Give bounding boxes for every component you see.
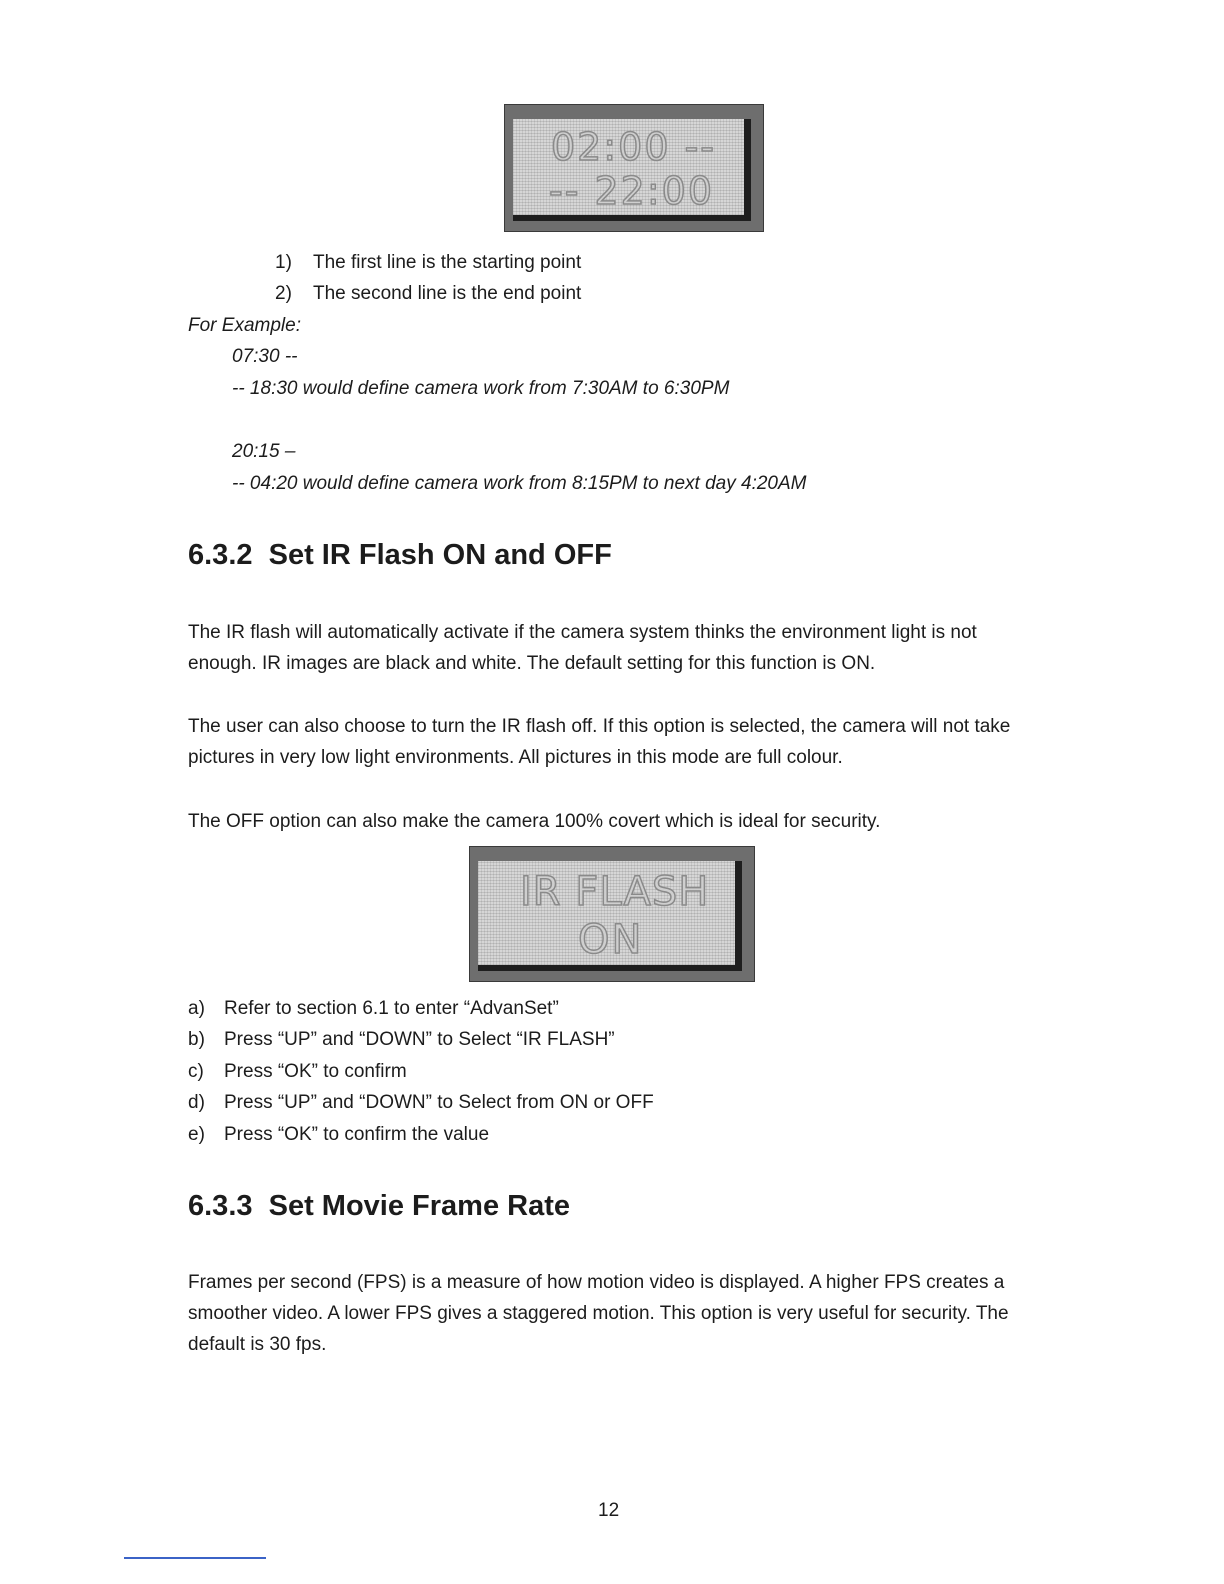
paragraph-line: default is 30 fps. [188, 1334, 327, 1355]
lcd-ir-flash-display [469, 846, 755, 982]
step-text: Press “UP” and “DOWN” to Select “IR FLASH” [224, 1029, 615, 1050]
example-2-line-2: -- 04:20 would define camera work from 8:15PM to next day 4:20AM [232, 473, 807, 494]
step-item [188, 1124, 490, 1146]
step-marker: e) [188, 1124, 205, 1145]
example-label: For Example: [188, 315, 301, 336]
step-item [188, 1092, 654, 1114]
step-item [188, 1061, 407, 1083]
step-marker: b) [188, 1029, 205, 1050]
paragraph-line: The IR flash will automatically activate if the camera system thinks the environment light is not [188, 622, 977, 643]
lcd-time-line1: 02:00 -- [551, 125, 717, 169]
list-marker: 1) [275, 252, 292, 273]
section-632-paragraph-2 [188, 711, 1048, 773]
time-list-item-2 [275, 283, 582, 305]
time-list-item-1 [275, 252, 582, 274]
list-text: The first line is the starting point [313, 252, 582, 273]
list-text: The second line is the end point [313, 283, 582, 304]
paragraph-line: Frames per second (FPS) is a measure of how motion video is displayed. A higher FPS creates a [188, 1272, 1005, 1293]
step-item [188, 998, 559, 1020]
section-632-heading: 6.3.2 Set IR Flash ON and OFF [188, 539, 612, 571]
lcd-time-line2: -- 22:00 [549, 169, 715, 213]
step-text: Press “OK” to confirm [224, 1061, 407, 1082]
section-633-paragraph-1 [188, 1267, 1048, 1360]
example-1-line-2: -- 18:30 would define camera work from 7:30AM to 6:30PM [232, 378, 730, 399]
step-marker: c) [188, 1061, 204, 1082]
paragraph-line: The OFF option can also make the camera 100% covert which is ideal for security. [188, 811, 881, 832]
bottom-rule [124, 1557, 266, 1559]
step-item [188, 1029, 615, 1051]
lcd-ir-flash-screen [478, 861, 742, 971]
section-632-paragraph-1 [188, 617, 1048, 679]
example-2-line-1: 20:15 – [232, 441, 296, 462]
lcd-time-screen [513, 119, 751, 221]
lcd-time-display [504, 104, 764, 232]
step-text: Press “UP” and “DOWN” to Select from ON or OFF [224, 1092, 654, 1113]
lcd-ir-flash-line1: IR FLASH [520, 869, 710, 915]
section-632-paragraph-3 [188, 806, 1048, 837]
lcd-ir-flash-line2: ON [578, 917, 644, 963]
list-marker: 2) [275, 283, 292, 304]
paragraph-line: The user can also choose to turn the IR flash off. If this option is selected, the camera will not take [188, 716, 1011, 737]
paragraph-line: pictures in very low light environments. All pictures in this mode are full colour. [188, 747, 843, 768]
step-marker: d) [188, 1092, 205, 1113]
step-marker: a) [188, 998, 205, 1019]
step-text: Press “OK” to confirm the value [224, 1124, 490, 1145]
section-633-heading: 6.3.3 Set Movie Frame Rate [188, 1190, 570, 1222]
step-text: Refer to section 6.1 to enter “AdvanSet” [224, 998, 559, 1019]
paragraph-line: enough. IR images are black and white. The default setting for this function is ON. [188, 653, 876, 674]
example-1-line-1: 07:30 -- [232, 346, 298, 367]
paragraph-line: smoother video. A lower FPS gives a staggered motion. This option is very useful for security. The [188, 1303, 1009, 1324]
page-number: 12 [598, 1500, 620, 1521]
